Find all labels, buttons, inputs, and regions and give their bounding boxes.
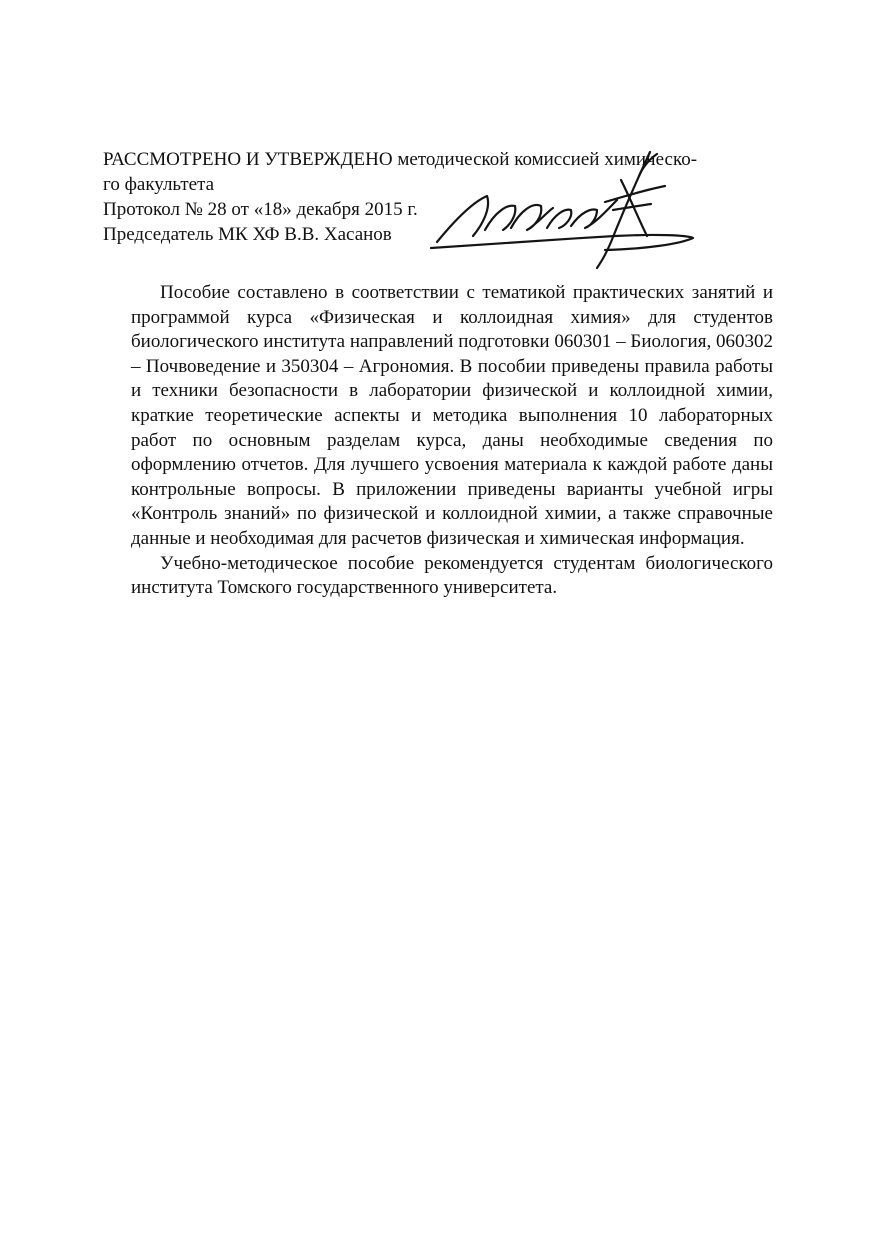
annotation-paragraph-1: Пособие составлено в соответствии с тематикой практических занятий и программой курса «Физическая и коллоидная химия» для студентов биологического института направлений подготовки 060301 – Биология, 060302 – Почвоведение и 350304 – Агрономия. В пособии приведены правила работы и техники безопасности в лаборатории физической и коллоидной химии, краткие теоретические аспекты и методика выполнения 10 лабораторных работ по основным разделам курса, даны необходимые сведения по оформлению отчетов. Для лучшего усвоения материала к каждой работе даны контрольные вопросы. В приложении приведены варианты учебной игры «Контроль знаний» по физической и коллоидной химии, а также справочные данные и необходимая для расчетов физическая и химическая информация. [131,282,773,549]
signature-icon [425,150,695,275]
chairman-line: Председатель МК ХФ В.В. Хасанов [103,224,392,245]
annotation-text [131,281,773,601]
protocol-line: Протокол № 28 от «18» декабря 2015 г. [103,199,418,220]
approval-faculty-line: го факультета [103,174,215,195]
approval-heading-line: РАССМОТРЕНО И УТВЕРЖДЕНО методической комиссией химическо- [103,149,698,170]
annotation-paragraph-2: Учебно-методическое пособие рекомендуется студентам биологического института Томского государственного университета. [131,552,773,599]
